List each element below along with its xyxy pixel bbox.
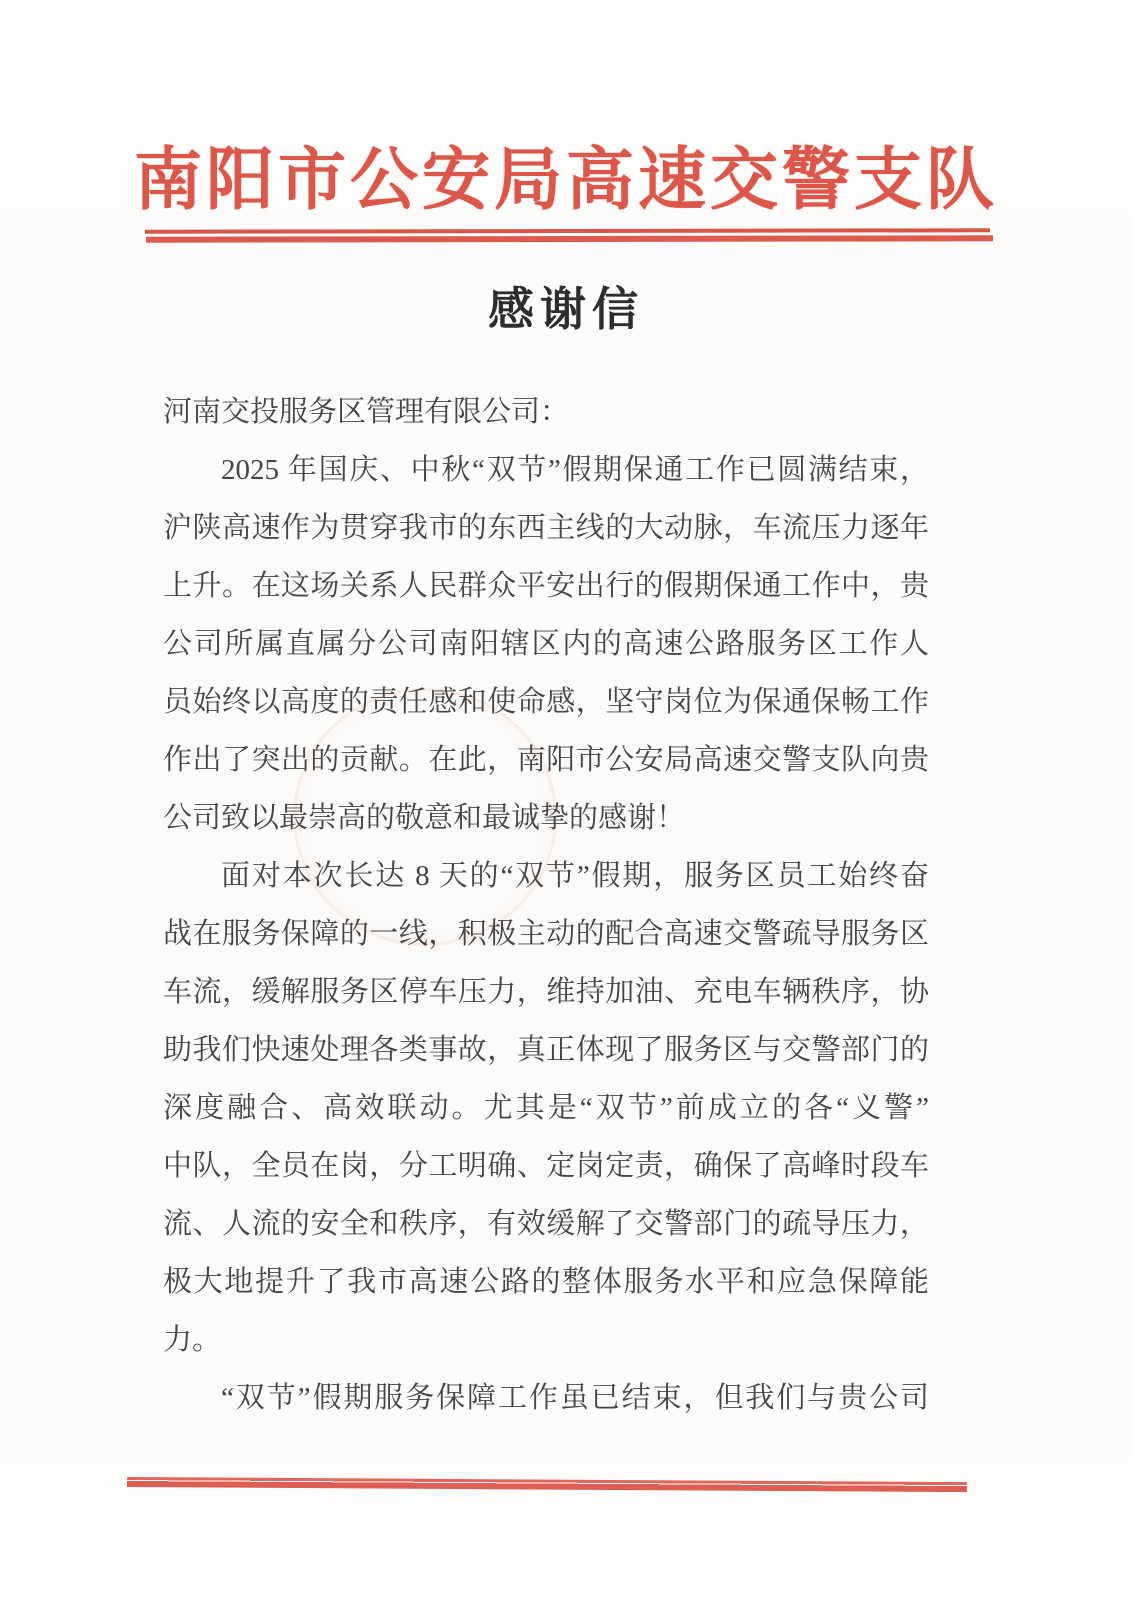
footer-divider-rule — [127, 1477, 967, 1492]
body-line: 战在服务保障的一线，积极主动的配合高速交警疏导服务区 — [163, 918, 929, 950]
letter-body — [163, 383, 929, 1427]
letterhead-rule-bottom — [146, 235, 993, 242]
body-line: 深度融合、高效联动。尤其是“双节”前成立的各“义警” — [163, 1092, 929, 1124]
body-line: 车流，缓解服务区停车压力，维持加油、充电车辆秩序，协 — [163, 976, 929, 1008]
body-line: “双节”假期服务保障工作虽已结束，但我们与贵公司 — [221, 1382, 929, 1414]
body-line: 中队，全员在岗，分工明确、定岗定责，确保了高峰时段车 — [163, 1150, 929, 1182]
body-line: 力。 — [163, 1324, 222, 1356]
letterhead-rule-top — [145, 228, 990, 233]
body-line: 流、人流的安全和秩序，有效缓解了交警部门的疏导压力， — [163, 1208, 929, 1240]
body-line: 沪陕高速作为贯穿我市的东西主线的大动脉，车流压力逐年 — [163, 512, 929, 544]
body-line: 上升。在这场关系人民群众平安出行的假期保通工作中，贵 — [163, 570, 929, 602]
letter-title: 感谢信 — [488, 284, 644, 335]
salutation-line: 河南交投服务区管理有限公司： — [163, 396, 570, 428]
body-line: 极大地提升了我市高速公路的整体服务水平和应急保障能 — [163, 1266, 929, 1298]
body-line: 面对本次长达 8 天的“双节”假期，服务区员工始终奋 — [221, 860, 929, 892]
agency-name: 南阳市公安局高速交警支队 — [133, 142, 998, 218]
body-line: 公司所属直属分公司南阳辖区内的高速公路服务区工作人 — [163, 628, 929, 660]
body-line: 助我们快速处理各类事故，真正体现了服务区与交警部门的 — [163, 1034, 929, 1066]
body-line: 公司致以最崇高的敬意和最诚挚的感谢！ — [163, 802, 686, 834]
body-line: 员始终以高度的责任感和使命感，坚守岗位为保通保畅工作 — [163, 686, 929, 718]
body-line: 2025 年国庆、中秋“双节”假期保通工作已圆满结束， — [221, 454, 929, 486]
body-line: 作出了突出的贡献。在此，南阳市公安局高速交警支队向贵 — [163, 744, 929, 776]
